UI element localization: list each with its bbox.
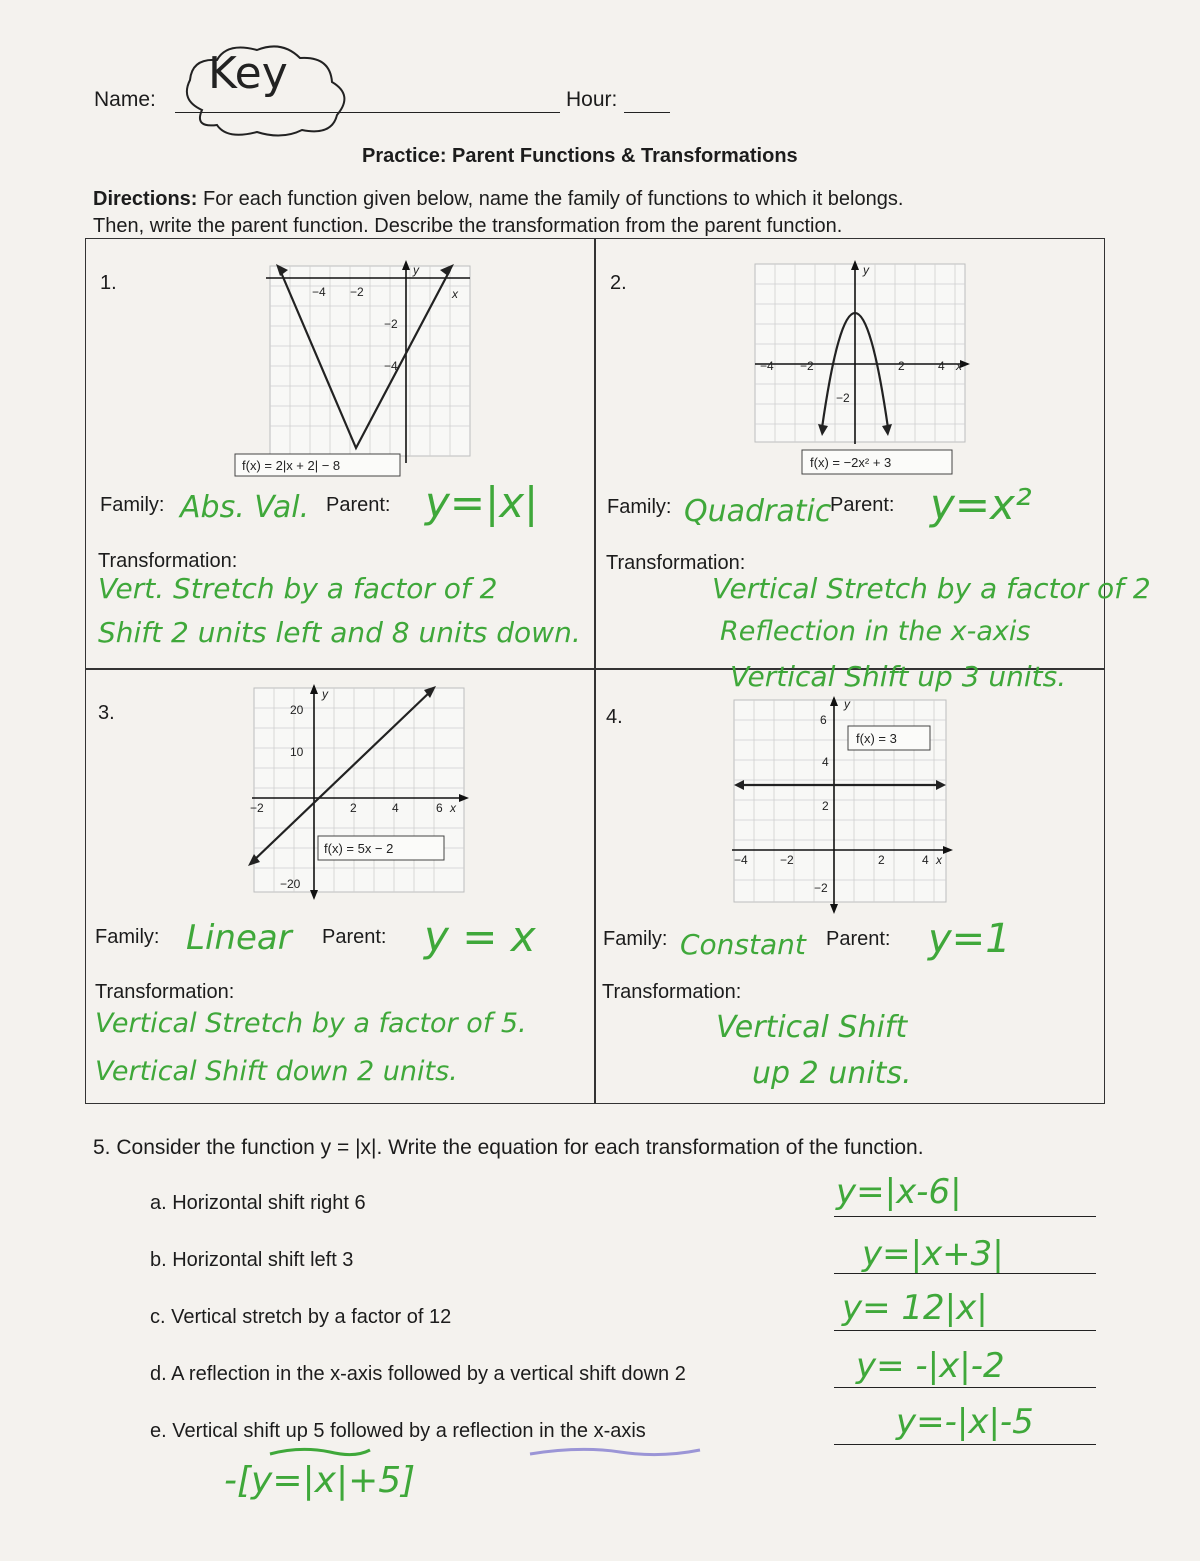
problem-3-tick: 4 <box>392 801 399 815</box>
question-5a-answer-line[interactable] <box>834 1216 1096 1217</box>
problem-2-transformation-line: Reflection in the x-axis <box>720 616 1031 647</box>
problem-1-transformation-label: Transformation: <box>98 550 238 572</box>
problem-3-family-answer: Linear <box>186 918 292 958</box>
problem-3-transformation-line: Vertical Shift down 2 units. <box>95 1056 458 1087</box>
problem-2-tick: 4 <box>938 359 945 373</box>
problem-3-tick: 10 <box>290 745 304 759</box>
problem-2-transformation-line: Vertical Shift up 3 units. <box>730 660 1067 693</box>
problem-4-family-answer: Constant <box>680 928 806 961</box>
problem-2-transformation-label: Transformation: <box>606 552 746 574</box>
directions-line1: For each function given below, name the family of functions to which it belongs. <box>197 188 904 210</box>
problem-1-graph <box>230 258 475 483</box>
problem-3-equation: f(x) = 5x − 2 <box>324 841 394 856</box>
problem-4-tick: 4 <box>822 755 829 769</box>
problem-4-transformation-line: Vertical Shift <box>716 1010 908 1045</box>
name-label: Name: <box>94 88 156 111</box>
hour-label: Hour: <box>566 88 618 111</box>
problem-4-tick: −2 <box>780 853 794 867</box>
problem-1-y-label: y <box>413 263 419 277</box>
question-5e-answer-line[interactable] <box>834 1444 1096 1445</box>
problem-2-x-label: x <box>956 359 962 373</box>
problem-1-transformation-line: Shift 2 units left and 8 units down. <box>98 616 581 649</box>
problem-1-family-label: Family: <box>100 494 165 516</box>
problem-3-family-label: Family: <box>95 926 160 948</box>
page-title: Practice: Parent Functions & Transformations <box>362 145 798 167</box>
problem-2-y-label: y <box>863 263 869 277</box>
problem-1-tick: −2 <box>350 285 364 299</box>
problem-3-tick: −2 <box>250 801 264 815</box>
hour-field[interactable] <box>624 112 670 113</box>
grid-divider-vertical <box>594 238 596 1104</box>
problem-4-family-label: Family: <box>603 928 668 950</box>
problem-1-transformation-line: Vert. Stretch by a factor of 2 <box>98 572 498 605</box>
question-5c-text: c. Vertical stretch by a factor of 12 <box>150 1306 452 1328</box>
problem-1-tick: −4 <box>384 359 398 373</box>
problem-2-tick: −2 <box>800 359 814 373</box>
question-5d-answer: y= -|x|-2 <box>856 1346 1005 1386</box>
problem-2-tick: −2 <box>836 391 850 405</box>
problem-2-family-answer: Quadratic <box>684 494 832 529</box>
directions-line2: Then, write the parent function. Describe the transformation from the parent function. <box>93 215 843 237</box>
problem-2-tick: 2 <box>898 359 905 373</box>
problem-4-parent-answer: y=1 <box>928 916 1011 962</box>
question-5c-answer-line[interactable] <box>834 1330 1096 1331</box>
question-5d-text: d. A reflection in the x-axis followed by a vertical shift down 2 <box>150 1363 686 1385</box>
problem-4-y-label: y <box>844 697 850 711</box>
problem-3-tick: 2 <box>350 801 357 815</box>
problem-4-graph <box>728 694 953 916</box>
question-5c-answer: y= 12|x| <box>842 1288 988 1328</box>
question-5a-text: a. Horizontal shift right 6 <box>150 1192 366 1214</box>
problem-1-tick: −4 <box>312 285 326 299</box>
problem-3-parent-answer: y = x <box>424 912 536 961</box>
problem-4-number: 4. <box>606 706 623 728</box>
problem-1-family-answer: Abs. Val. <box>180 490 310 525</box>
directions <box>93 186 1113 240</box>
problem-1-x-label: x <box>452 287 458 301</box>
problem-3-tick: −20 <box>280 877 301 891</box>
problem-2-parent-label: Parent: <box>830 494 895 516</box>
problem-2-graph <box>740 258 970 480</box>
problem-4-x-label: x <box>936 853 942 867</box>
problem-1-parent-label: Parent: <box>326 494 391 516</box>
problem-3-transformation-label: Transformation: <box>95 981 235 1003</box>
problem-2-number: 2. <box>610 272 627 294</box>
problem-2-equation: f(x) = −2x² + 3 <box>810 455 892 470</box>
problem-4-parent-label: Parent: <box>826 928 891 950</box>
problem-2-family-label: Family: <box>607 496 672 518</box>
problem-1-number: 1. <box>100 272 117 294</box>
question-5e-answer: y=-|x|-5 <box>896 1402 1034 1442</box>
problem-3-transformation-line: Vertical Stretch by a factor of 5. <box>95 1008 527 1039</box>
problem-3-x-label: x <box>450 801 456 815</box>
question-5b-answer: y=|x+3| <box>862 1234 1004 1274</box>
problem-4-tick: −2 <box>814 881 828 895</box>
directions-label: Directions: <box>93 188 198 210</box>
problem-3-tick: 20 <box>290 703 304 717</box>
problem-1-tick: −2 <box>384 317 398 331</box>
question-5e-text: e. Vertical shift up 5 followed by a reflection in the x-axis <box>150 1420 646 1442</box>
problem-2-tick: −4 <box>760 359 774 373</box>
question-5-prompt: 5. Consider the function y = |x|. Write the equation for each transformation of the function. <box>93 1136 924 1159</box>
question-5b-text: b. Horizontal shift left 3 <box>150 1249 354 1271</box>
problem-3-tick: 6 <box>436 801 443 815</box>
problem-4-transformation-label: Transformation: <box>602 981 742 1003</box>
problem-2-transformation-line: Vertical Stretch by a factor of 2 <box>712 572 1151 605</box>
problem-4-tick: 4 <box>922 853 929 867</box>
problem-3-parent-label: Parent: <box>322 926 387 948</box>
problem-2-parent-answer: y=x² <box>930 480 1032 529</box>
name-value: Key <box>208 48 288 99</box>
question-5a-answer: y=|x-6| <box>836 1172 962 1212</box>
problem-4-equation: f(x) = 3 <box>856 731 897 746</box>
problem-4-transformation-line: up 2 units. <box>752 1056 912 1091</box>
question-5-work-note: -[y=|x|+5] <box>224 1460 416 1501</box>
problem-4-tick: 2 <box>878 853 885 867</box>
problem-4-tick: 2 <box>822 799 829 813</box>
problem-1-parent-answer: y=|x| <box>425 478 539 527</box>
problem-4-tick: −4 <box>734 853 748 867</box>
problem-1-equation: f(x) = 2|x + 2| − 8 <box>242 458 341 473</box>
problem-3-number: 3. <box>98 702 115 724</box>
problem-3-y-label: y <box>322 687 328 701</box>
problem-3-graph <box>244 682 469 904</box>
question-5d-answer-line[interactable] <box>834 1387 1096 1388</box>
problem-4-tick: 6 <box>820 713 827 727</box>
